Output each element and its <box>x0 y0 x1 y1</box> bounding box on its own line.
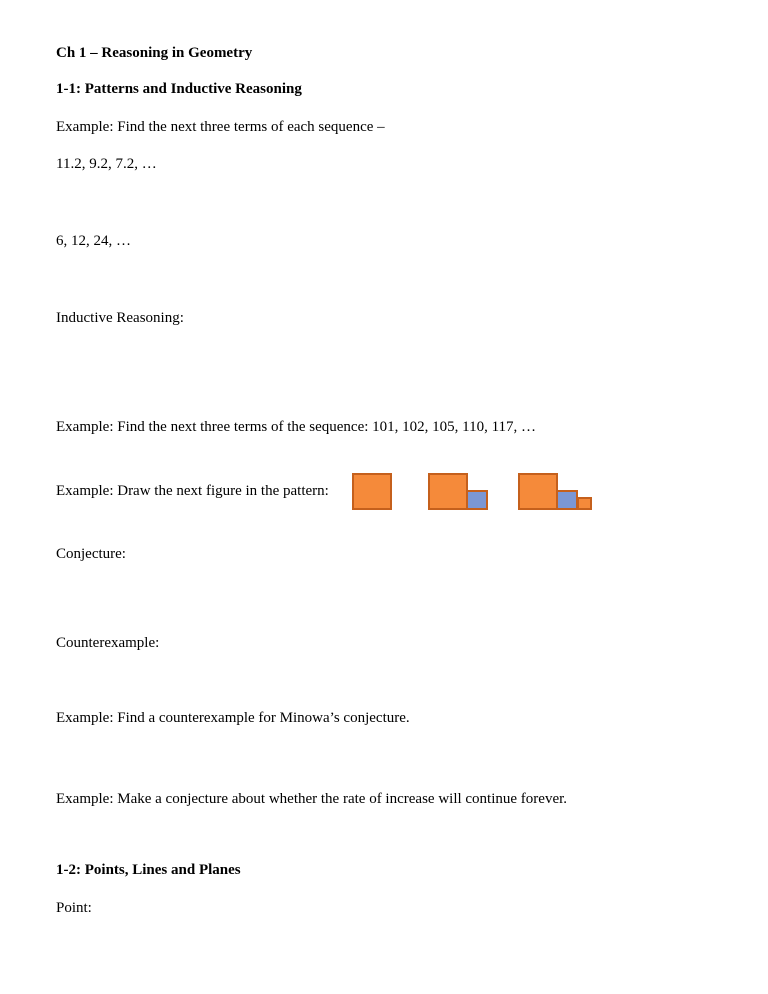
sequence-1: 11.2, 9.2, 7.2, … <box>56 156 157 172</box>
figure-2-medium-square <box>466 490 488 510</box>
figure-2-large-square <box>428 473 468 510</box>
figure-1-large-square <box>352 473 392 510</box>
example-minowa: Example: Find a counterexample for Minowa’s conjecture. <box>56 710 410 726</box>
counterexample-term: Counterexample: <box>56 635 160 651</box>
example-sequences-prompt: Example: Find the next three terms of each sequence – <box>56 119 385 135</box>
point-term: Point: <box>56 900 92 916</box>
section-title-1-1: 1-1: Patterns and Inductive Reasoning <box>56 81 302 97</box>
section-title-1-2: 1-2: Points, Lines and Planes <box>56 862 241 878</box>
figure-3-medium-square <box>556 490 578 510</box>
example-draw-figure: Example: Draw the next figure in the pattern: <box>56 483 329 499</box>
chapter-title: Ch 1 – Reasoning in Geometry <box>56 45 253 61</box>
figure-3-small-square <box>577 497 592 510</box>
inductive-reasoning-term: Inductive Reasoning: <box>56 310 184 326</box>
example-sequence-101: Example: Find the next three terms of the sequence: 101, 102, 105, 110, 117, … <box>56 419 537 435</box>
example-rate-increase: Example: Make a conjecture about whether the rate of increase will continue forever. <box>56 791 568 807</box>
sequence-2: 6, 12, 24, … <box>56 233 131 249</box>
figure-3-large-square <box>518 473 558 510</box>
conjecture-term: Conjecture: <box>56 546 126 562</box>
